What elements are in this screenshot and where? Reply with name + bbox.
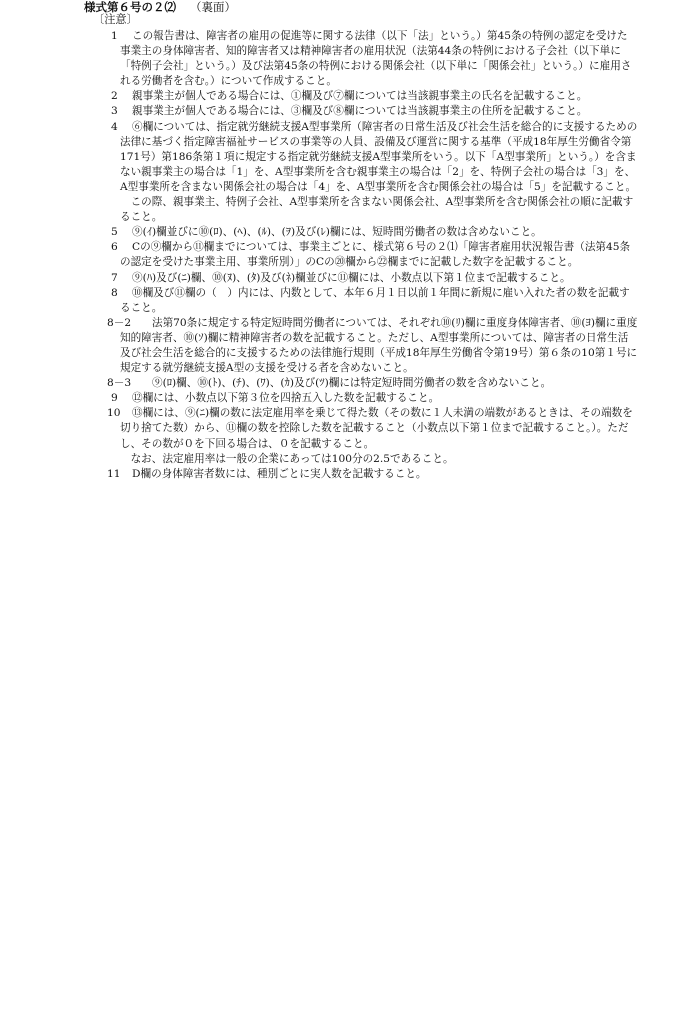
note-item <box>0 271 698 286</box>
note-item <box>0 376 698 391</box>
note-item <box>0 391 698 406</box>
note-text: この報告書は、障害者の雇用の促進等に関する法律（以下「法」という。）第45条の特例の認定を受けた事業主の身体障害者、知的障害者又は精神障害者の雇用状況（法第44条の特例における子会社（以下単に「特例子会社」という。）及び法第45条の特例における関係会社（以下単に「関係会社」という。）に雇用される労働者を含む。）について作成すること。 <box>120 30 632 88</box>
note-item <box>0 467 698 482</box>
side-note: （裏面） <box>190 0 236 14</box>
note-item <box>0 225 698 240</box>
notes-list <box>0 29 698 482</box>
note-number: 6 <box>111 241 118 254</box>
note-item <box>0 120 698 226</box>
note-number: 1 <box>111 30 118 42</box>
note-number: 4 <box>111 120 118 133</box>
note-number: 10 <box>107 407 121 420</box>
note-number: 8－2 <box>107 316 132 329</box>
note-text: D欄の身体障害者数には、種別ごとに実人数を記載すること。 <box>132 467 427 480</box>
note-item <box>0 286 698 316</box>
note-item <box>0 29 698 89</box>
note-item <box>0 240 698 270</box>
note-text: ⑨(ﾊ)及び(ﾆ)欄、⑩(ﾇ)、(ﾀ)及び(ﾈ)欄並びに⑪欄には、小数点以下第１位まで記載すること。 <box>132 271 571 284</box>
form-title: 様式第６号の２⑵ <box>84 0 176 14</box>
note-number: 3 <box>111 105 118 118</box>
note-text: ⑬欄には、⑨(ﾆ)欄の数に法定雇用率を乗じて得た数（その数に１人未満の端数があるときは、その端数を切り捨てた数）から、⑪欄の数を控除した数を記載すること（小数点以下第１位まで記載すること。）。ただし、その数が０を下回る場合は、０を記載すること。 <box>120 407 633 450</box>
note-text: ⑩欄及び⑪欄の（ ）内には、内数として、本年６月１日以前１年間に新規に雇い入れた者の数を記載すること。 <box>120 286 630 314</box>
note-item <box>0 406 698 466</box>
note-number: 2 <box>111 90 118 103</box>
note-text: Cの⑨欄から⑪欄までについては、事業主ごとに、様式第６号の２⑴「障害者雇用状況報告書（法第45条の認定を受けた事業主用、事業所別）」のCの⑳欄から㉒欄までに記載した数字を記載すること。 <box>120 241 631 269</box>
note-text: ⑨(ｲ)欄並びに⑩(ﾛ)、(ﾍ)、(ﾙ)、(ｦ)及び(ﾚ)欄には、短時間労働者の数は含めないこと。 <box>132 226 542 239</box>
note-paragraph: この際、親事業主、特例子会社、A型事業所を含まない関係会社、A型事業所を含む関係会社の順に記載すること。 <box>120 196 634 224</box>
note-number: 11 <box>107 467 121 480</box>
note-number: 8 <box>111 286 118 299</box>
form-header <box>84 0 236 14</box>
note-item <box>0 316 698 376</box>
note-text: ⑨(ﾛ)欄、⑩(ﾄ)、(ﾁ)、(ﾜ)、(ｶ)及び(ﾂ)欄には特定短時間労働者の数を含めないこと。 <box>152 377 552 390</box>
note-paragraph: なお、法定雇用率は一般の企業にあっては100分の2.5であること。 <box>130 452 454 465</box>
notes-heading: 〔注意〕 <box>93 13 138 26</box>
note-number: 8－3 <box>107 377 132 390</box>
note-number: 7 <box>111 271 118 284</box>
note-number: 5 <box>111 226 118 239</box>
note-text: 法第70条に規定する特定短時間労働者については、それぞれ⑩(ﾘ)欄に重度身体障害者、⑩(ﾖ)欄に重度知的障害者、⑩(ｿ)欄に精神障害者の数を記載すること。ただし、A型事業所については、障害者の日常生活及び社会生活を総合的に支援するための法律施行規則（平成18年厚生労働省令第19号）第６条の10第１号に規定する就労継続支援A型の支援を受ける者を含めないこと。 <box>120 316 638 375</box>
note-text: ⑫欄には、小数点以下第３位を四捨五入した数を記載すること。 <box>132 392 440 405</box>
note-item <box>0 89 698 104</box>
note-text: ⑥欄については、指定就労継続支援A型事業所（障害者の日常生活及び社会生活を総合的に支援するための法律に基づく指定障害福祉サービスの事業等の人員、設備及び運営に関する基準（平成18年厚生労働省令第171号）第186条第１項に規定する指定就労継続支援A型事業所をいう。以下「A型事業所」という。）を含まない親事業主の場合は「1」を、A型事業所を含む親事業主の場合は「2」を、特例子会社の場合は「3」を、A型事業所を含まない関係会社の場合は「4」を、A型事業所を含む関係会社の場合は「5」を記載すること。 <box>120 120 638 193</box>
note-text: 親事業主が個人である場合には、③欄及び⑧欄については当該親事業主の住所を記載すること。 <box>132 105 588 118</box>
note-text: 親事業主が個人である場合には、①欄及び⑦欄については当該親事業主の氏名を記載すること。 <box>132 90 588 103</box>
note-item <box>0 104 698 119</box>
note-number: 9 <box>111 392 118 405</box>
